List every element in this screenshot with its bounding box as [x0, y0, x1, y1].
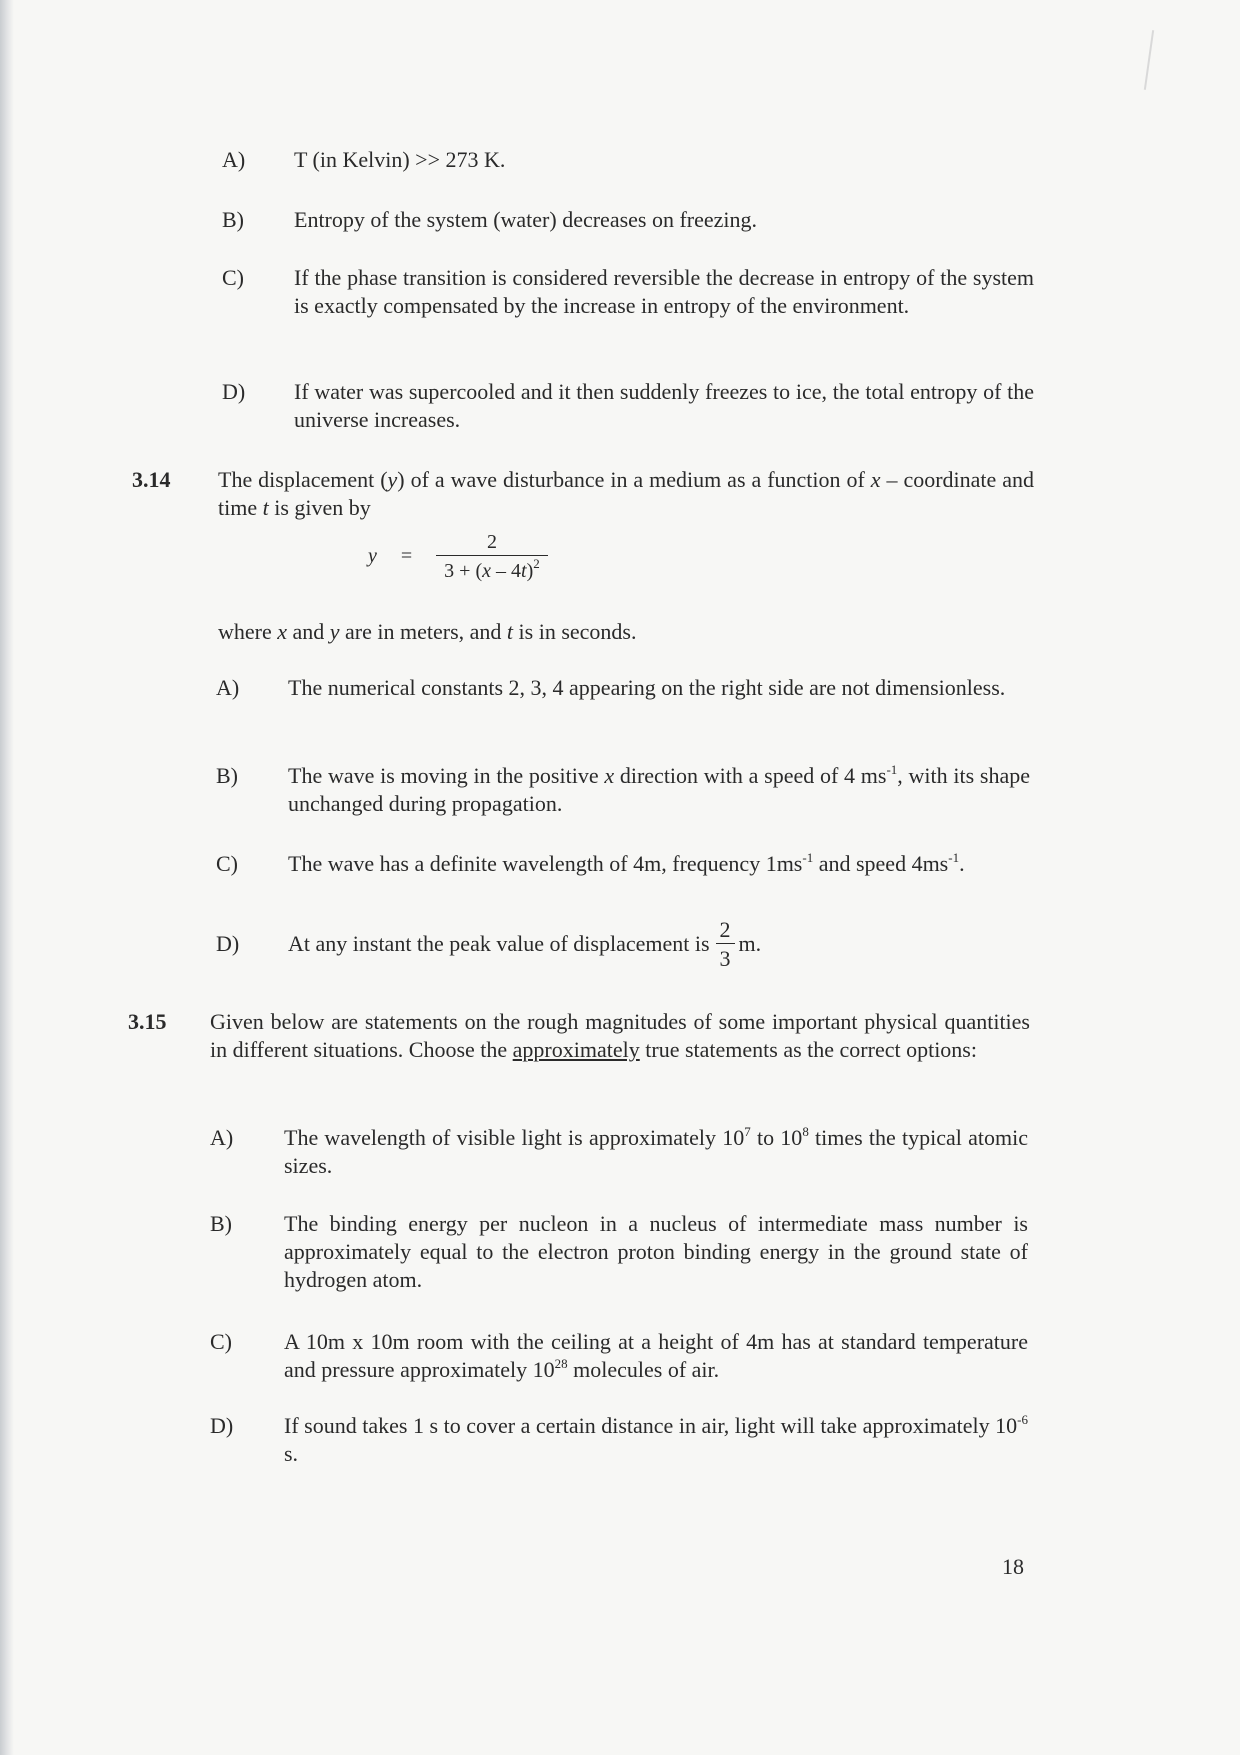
q315-option-c-label: C)	[210, 1329, 232, 1354]
q315-option-d-label: D)	[210, 1413, 234, 1438]
q313-option-d-text: If water was supercooled and it then suddenly freezes to ice, the total entropy of the universe increases.	[294, 379, 1034, 432]
q314-equation-denominator: 3 + (x – 4t)$^2$	[436, 555, 548, 584]
q315-option-b-text: The binding energy per nucleon in a nucleus of intermediate mass number is approximately equal to the electron proton binding energy in the ground state of hydrogen atom.	[284, 1211, 1028, 1292]
q315-option-d-text: If sound takes 1 s to cover a certain distance in air, light will take approximately $10^{-6}$ s.	[284, 1412, 1028, 1466]
q314-equation-equals: =	[400, 544, 413, 567]
q314-option-a-text: The numerical constants 2, 3, 4 appearing on the right side are not dimensionless.	[288, 675, 1006, 700]
scan-artifact-mark	[1144, 30, 1154, 90]
q314-number: 3.14	[132, 467, 171, 492]
q314-where-text: where x and y are in meters, and t is in seconds.	[218, 619, 637, 644]
q313-option-b-text: Entropy of the system (water) decreases on freezing.	[294, 207, 758, 232]
page-number: 18	[1002, 1554, 1024, 1579]
q315-stem: Given below are statements on the rough magnitudes of some important physical quantities in different situations. Choose the approximately true statements as the correct options:	[210, 1009, 1030, 1062]
q314-equation-fraction	[436, 529, 548, 584]
q313-option-c-text: If the phase transition is considered reversible the decrease in entropy of the system is exactly compensated by the increase in entropy of the environment.	[294, 265, 1034, 318]
q313-option-a-text: T (in Kelvin) >> 273 K.	[294, 147, 506, 172]
q314-equation-numerator: 2	[486, 530, 497, 553]
q315-option-c-text: A 10m x 10m room with the ceiling at a height of 4m has at standard temperature and pressure approximately $10^{28}$ molecules of air.	[284, 1329, 1028, 1382]
q313-option-d-label: D)	[222, 379, 246, 404]
q314-option-c-label: C)	[216, 851, 238, 876]
q315-option-b-label: B)	[210, 1211, 232, 1236]
q315-option-a-label: A)	[210, 1125, 234, 1150]
q315-option-a-text: The wavelength of visible light is approximately $10^7$ to $10^8$ times the typical atomic sizes.	[284, 1124, 1028, 1178]
q314-option-d-label: D)	[216, 931, 240, 956]
page-binding-edge	[0, 0, 14, 1755]
q313-option-b-label: B)	[222, 207, 244, 232]
q314-option-d-text: At any instant the peak value of displacement is $\frac{2}{3}$ m.	[288, 916, 762, 971]
q314-equation-lhs: y	[368, 544, 377, 567]
q314-option-d-fraction: $\frac{2}{3}$	[716, 917, 735, 972]
q314-option-b-text: The wave is moving in the positive x direction with a speed of 4 $ms^{-1}$, with its shape unchanged during propagation.	[288, 762, 1030, 816]
q314-stem: The displacement (y) of a wave disturbance in a medium as a function of x – coordinate and time t is given by	[218, 467, 1035, 520]
q315-number: 3.15	[128, 1009, 167, 1034]
q313-option-a-label: A)	[222, 147, 246, 172]
q314-equation	[368, 524, 548, 588]
q314-option-a-label: A)	[216, 675, 240, 700]
q314-option-c-text: The wave has a definite wavelength of 4m, frequency $1ms^{-1}$ and speed $4ms^{-1}$.	[288, 850, 965, 876]
q314-option-b-label: B)	[216, 763, 238, 788]
q313-option-c-label: C)	[222, 265, 244, 290]
